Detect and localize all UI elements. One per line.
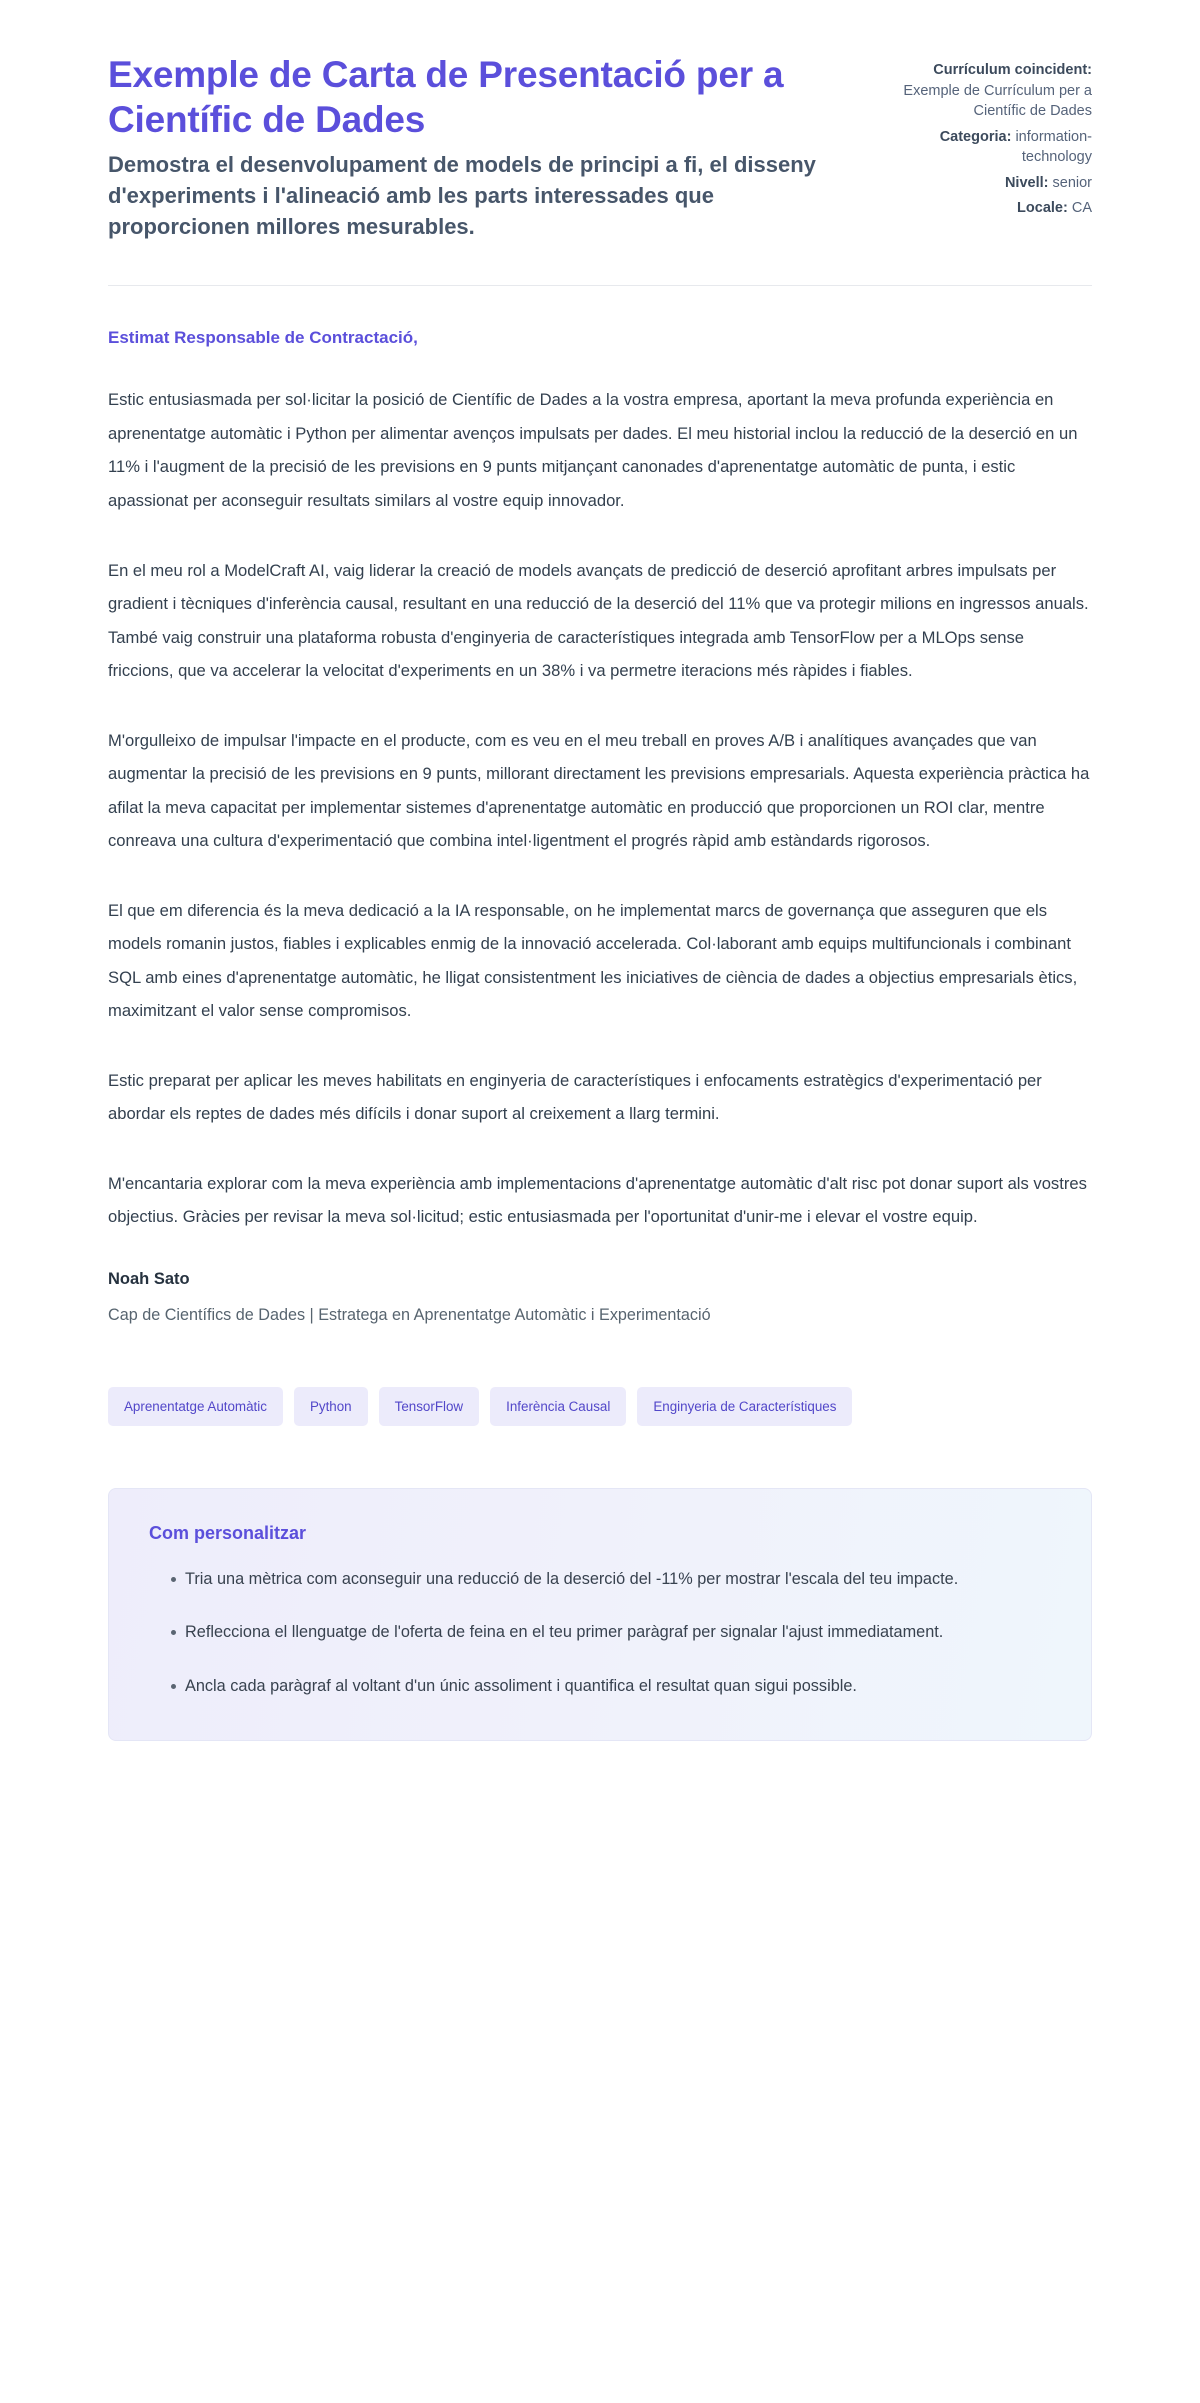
customization-callout bbox=[108, 1488, 1092, 1741]
callout-tip-item: Reflecciona el llenguatge de l'oferta de feina en el teu primer paràgraf per signalar l'ajust immediatament. bbox=[171, 1617, 1051, 1648]
letter-paragraph-4: El que em diferencia és la meva dedicació a la IA responsable, on he implementat marcs de governança que asseguren que els models romanin justos, fiables i explicables enmig de la innovació accelerada. Col·laborant amb equips multifuncionals i combinant SQL amb eines d'aprenentatge automàtic, he lligat consistentment les iniciatives de ciència de dades a objectius empresarials ètics, maximitzant el valor sense compromisos. bbox=[108, 900, 1078, 1021]
document-header bbox=[108, 0, 1092, 243]
letter-signature bbox=[108, 1270, 1092, 1329]
metadata-label: Locale: bbox=[1017, 200, 1068, 217]
metadata-row-category bbox=[884, 127, 1092, 168]
metadata-row-matching-resume bbox=[884, 60, 1092, 122]
skill-tag-list bbox=[108, 1387, 1092, 1426]
skill-tag[interactable]: TensorFlow bbox=[379, 1387, 479, 1426]
signature-name: Noah Sato bbox=[108, 1269, 190, 1288]
metadata-value: CA bbox=[1071, 200, 1092, 217]
skill-tag[interactable]: Python bbox=[294, 1387, 368, 1426]
metadata-label: Currículum coincident: bbox=[933, 62, 1092, 78]
metadata-row-locale bbox=[884, 198, 1092, 219]
metadata-value: Exemple de Currículum per a Científic de Dades bbox=[903, 82, 1092, 120]
metadata-row-level bbox=[884, 173, 1092, 194]
metadata-value: information-technology bbox=[1015, 128, 1092, 166]
metadata-value: senior bbox=[1052, 174, 1092, 191]
skill-tag[interactable]: Inferència Causal bbox=[490, 1387, 626, 1426]
letter-paragraph-3: M'orgulleixo de impulsar l'impacte en el producte, com es veu en el meu treball en proves A/B i analítiques avançades que van augmentar la precisió de les previsions en 9 punts, millorant directament les previsions empresarials. Aquesta experiència pràctica ha afilat la meva capacitat per implementar sistemes d'aprenentatge automàtic en producció que proporcionen un ROI clar, mentre conreava una cultura d'experimentació que combina intel·ligentment el progrés ràpid amb estàndards rigorosos. bbox=[108, 730, 1090, 851]
callout-tip-list bbox=[149, 1564, 1051, 1702]
skill-tag[interactable]: Aprenentatge Automàtic bbox=[108, 1387, 283, 1426]
letter-paragraph-1: Estic entusiasmada per sol·licitar la posició de Científic de Dades a la vostra empresa, aportant la meva profunda experiència en aprenentatge automàtic i Python per alimentar avenços impulsats per dades. El meu historial inclou la reducció de la deserció en un 11% i l'augment de la precisió de les previsions en 9 punts mitjançant canonades d'aprenentatge automàtic de punta, i estic apassionat per aconseguir resultats similars al vostre equip innovador. bbox=[108, 390, 1078, 510]
page-subtitle: Demostra el desenvolupament de models de principi a fi, el disseny d'experiments i l'alineació amb les parts interessades que proporcionen millores mesurables. bbox=[108, 152, 816, 239]
callout-tip-item: Ancla cada paràgraf al voltant d'un únic assoliment i quantifica el resultat quan sigui possible. bbox=[171, 1671, 1051, 1702]
callout-title: Com personalitzar bbox=[149, 1523, 307, 1544]
letter-paragraph-2: En el meu rol a ModelCraft AI, vaig liderar la creació de models avançats de predicció de deserció aprofitant arbres impulsats per gradient i tècniques d'inferència causal, resultant en una reducció de la deserció del 11% que va protegir milions en ingressos anuals. També vaig construir una plataforma robusta d'enginyeria de característiques integrada amb TensorFlow per a MLOps sense friccions, que va accelerar la velocitat d'experiments en un 38% i va permetre iteracions més ràpides i fiables. bbox=[108, 560, 1089, 681]
skill-tag[interactable]: Enginyeria de Característiques bbox=[637, 1387, 852, 1426]
page-title: Exemple de Carta de Presentació per a Científic de Dades bbox=[108, 54, 784, 141]
signature-role: Cap de Científics de Dades | Estratega en Aprenentatge Automàtic i Experimentació bbox=[108, 1305, 711, 1324]
letter-salutation: Estimat Responsable de Contractació, bbox=[108, 327, 418, 347]
cover-letter-body bbox=[108, 286, 1092, 1329]
letter-paragraph-5: Estic preparat per aplicar les meves habilitats en enginyeria de característiques i enfocaments estratègics d'experimentació per abordar els reptes de dades més difícils i donar suport al creixement a llarg termini. bbox=[108, 1070, 1042, 1124]
metadata-label: Categoria: bbox=[939, 128, 1012, 145]
letter-paragraph-6: M'encantaria explorar com la meva experiència amb implementacions d'aprenentatge automàtic d'alt risc pot donar suport als vostres objectius. Gràcies per revisar la meva sol·licitud; estic entusiasmada per l'oportunitat d'unir-me i elevar el vostre equip. bbox=[108, 1173, 1087, 1227]
callout-tip-item: Tria una mètrica com aconseguir una reducció de la deserció del -11% per mostrar l'escala del teu impacte. bbox=[171, 1564, 1051, 1595]
metadata-label: Nivell: bbox=[1004, 174, 1049, 191]
header-title-block bbox=[108, 52, 848, 243]
document-metadata bbox=[884, 52, 1092, 224]
